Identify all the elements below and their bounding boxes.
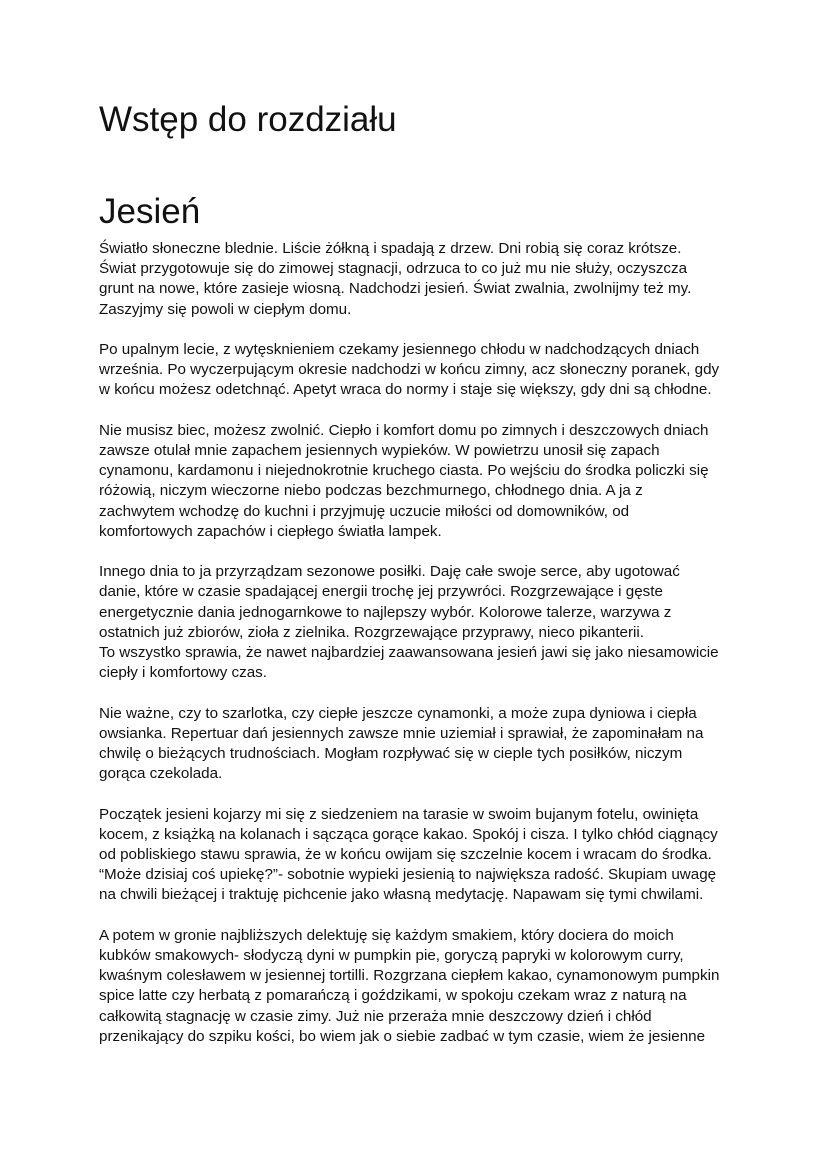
text-line: na chwili bieżącej i traktuję pichcenie jako własną medytację. Napawam się tymi chwilami. <box>99 886 704 904</box>
section-heading-autumn: Jesień <box>99 192 201 231</box>
text-line: Nie ważne, czy to szarlotka, czy ciepłe jeszcze cynamonki, a może zupa dyniowa i ciepła <box>99 704 697 722</box>
text-line: To wszystko sprawia, że nawet najbardziej zaawansowana jesień jawi się jako niesamowicie <box>99 644 719 662</box>
text-line: grunt na nowe, które zasieje wiosną. Nadchodzi jesień. Świat zwalnia, zwolnijmy też my. <box>99 280 692 298</box>
text-line: kwaśnym colesławem w jesiennej tortilli. Rozgrzana ciepłem kakao, cynamonowym pumpkin <box>99 967 720 985</box>
text-line: ostatnich już zbiorów, zioła z zielnika. Rozgrzewające przyprawy, nieco pikanterii. <box>99 623 645 641</box>
text-line: owsianka. Repertuar dań jesiennych zawsze mnie uziemiał i sprawiał, że zapominałam na <box>99 724 704 742</box>
text-line: zawsze otulał mnie zapachem jesiennych wypieków. W powietrzu unosił się zapach <box>99 442 660 459</box>
paragraph <box>99 239 714 320</box>
paragraph <box>99 704 714 785</box>
paragraph <box>99 562 719 683</box>
text-line: Innego dnia to ja przyrządzam sezonowe posiłki. Daję całe swoje serce, aby ugotować <box>99 563 680 581</box>
text-line: cynamonu, kardamonu i niejednokrotnie kruchego ciasta. Po wejściu do środka policzki się <box>99 462 709 480</box>
text-line: Światło słoneczne blednie. Liście żółkną i spadają z drzew. Dni robią się coraz krótsze. <box>99 240 682 257</box>
text-line: przenikający do szpiku kości, bo wiem jak o siebie zadbać w tym czasie, wiem że jesienne <box>99 1027 706 1045</box>
text-line: Nie musisz biec, możesz zwolnić. Ciepło i komfort domu po zimnych i deszczowych dniach <box>99 421 709 439</box>
text-line: “Może dzisiaj coś upiekę?”- sobotnie wypieki jesienią to największa radość. Skupiam uwagę <box>99 866 717 884</box>
text-line: chwilę o bieżących trudnościach. Mogłam rozpływać się w cieple tych posiłków, niczym <box>99 745 683 763</box>
text-line: energetycznie dania jednogarnkowe to najlepszy wybór. Kolorowe talerze, warzywa z <box>99 603 672 621</box>
text-line: ciepły i komfortowy czas. <box>99 664 267 682</box>
text-line: różowią, niczym wieczorne niebo podczas bezchmurnego, chłodnego dnia. A ja z <box>99 482 643 500</box>
body-text <box>99 239 720 1067</box>
text-line: kocem, z książką na kolanach i sącząca gorące kakao. Spokój i cisza. I tylko chłód ciągnący <box>99 825 718 843</box>
text-line: spice latte czy herbatą z pomarańczą i goździkami, w spokoju czekam wraz z naturą na <box>99 987 687 1005</box>
text-line: gorąca czekolada. <box>99 765 223 783</box>
text-line: Po upalnym lecie, z wytęsknieniem czekamy jesiennego chłodu w nadchodzących dniach <box>99 341 700 358</box>
text-line: kubków smakowych- słodyczą dyni w pumpkin pie, goryczą papryki w kolorowym curry, <box>99 947 684 965</box>
text-line: września. Po wyczerpującym okresie nadchodzi w końcu zimny, acz słoneczny poranek, gdy <box>99 361 720 379</box>
text-line: A potem w gronie najbliższych delektuję się każdym smakiem, który dociera do moich <box>99 926 674 944</box>
paragraph <box>99 421 714 542</box>
text-line: całkowitą stagnację w czasie zimy. Już nie przeraża mnie deszczowy dzień i chłód <box>99 1007 652 1025</box>
text-line: Świat przygotowuje się do zimowej stagnacji, odrzuca to co już mu nie służy, oczyszcza <box>99 260 688 278</box>
chapter-intro-heading: Wstęp do rozdziału <box>99 100 397 139</box>
paragraph <box>99 805 718 906</box>
text-line: Początek jesieni kojarzy mi się z siedzeniem na tarasie w swoim bujanym fotelu, owinięta <box>99 805 699 823</box>
paragraph <box>99 926 720 1047</box>
paragraph <box>99 340 720 401</box>
text-line: zachwytem wchodzę do kuchni i przyjmuję uczucie miłości od domowników, od <box>99 502 630 520</box>
text-line: Zaszyjmy się powoli w ciepłym domu. <box>99 300 352 318</box>
text-line: komfortowych zapachów i ciepłego światła lampek. <box>99 522 442 540</box>
text-line: w końcu możesz odetchnąć. Apetyt wraca do normy i staje się większy, gdy dni są chłodne. <box>99 381 712 399</box>
text-line: od pobliskiego stawu sprawia, że w końcu owijam się szczelnie kocem i wracam do środka. <box>99 846 712 864</box>
text-line: danie, które w czasie spadającej energii trochę jej przywróci. Rozgrzewające i gęste <box>99 583 663 601</box>
